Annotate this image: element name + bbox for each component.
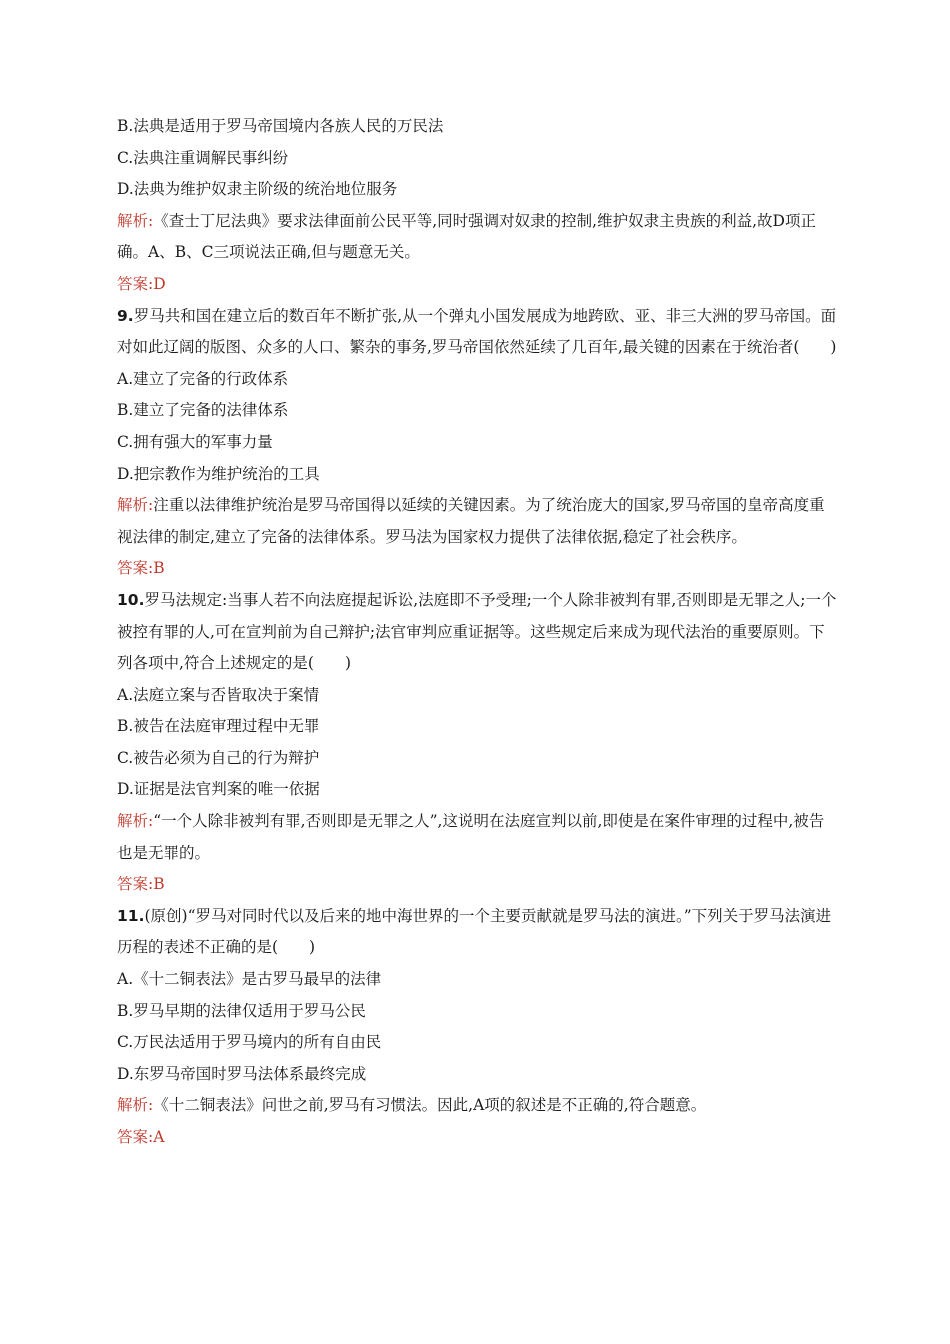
q11-number: 11.: [117, 906, 145, 925]
q11-stem: [117, 901, 837, 964]
q10-option-c: C.被告必须为自己的行为辩护: [117, 748, 320, 767]
q10-analysis-label: 解析:: [117, 812, 154, 831]
q11-option-d: D.东罗马帝国时罗马法体系最终完成: [117, 1064, 367, 1083]
q8-option-d: D.法典为维护奴隶主阶级的统治地位服务: [117, 180, 398, 199]
q9-option-d: D.把宗教作为维护统治的工具: [117, 464, 320, 483]
document-content: [117, 111, 837, 1154]
q11-analysis-label: 解析:: [117, 1096, 154, 1115]
q10-number: 10.: [117, 590, 145, 609]
q11-option-a: A.《十二铜表法》是古罗马最早的法律: [117, 970, 382, 989]
q8-answer-label: 答案:: [117, 274, 154, 293]
q10-answer-label: 答案:: [117, 875, 154, 894]
q9-answer-value: B: [153, 559, 165, 578]
q11-option-b: B.罗马早期的法律仅适用于罗马公民: [117, 1001, 366, 1020]
q10-answer: [117, 869, 837, 901]
q11-analysis: [117, 1090, 837, 1122]
q9-option-b: B.建立了完备的法律体系: [117, 401, 289, 420]
q11-stem-text: (原创)“罗马对同时代以及后来的地中海世界的一个主要贡献就是罗马法的演进。”下列关于罗马法演进历程的表述不正确的是( ): [117, 906, 832, 957]
q8-analysis: [117, 206, 837, 269]
q10-stem: [117, 585, 837, 680]
q8-answer-value: D: [153, 274, 166, 293]
q8-answer: [117, 269, 837, 301]
q9-analysis-label: 解析:: [117, 496, 154, 515]
q8-option-c: C.法典注重调解民事纠纷: [117, 148, 289, 167]
q8-analysis-text: 《查士丁尼法典》要求法律面前公民平等,同时强调对奴隶的控制,维护奴隶主贵族的利益,故D项正确。A、B、C三项说法正确,但与题意无关。: [117, 211, 816, 262]
q9-stem-text: 罗马共和国在建立后的数百年不断扩张,从一个弹丸小国发展成为地跨欧、亚、非三大洲的罗马帝国。面对如此辽阔的版图、众多的人口、繁杂的事务,罗马帝国依然延续了几百年,最关键的因素在于统治者( ): [117, 306, 837, 357]
q9-option-a: A.建立了完备的行政体系: [117, 369, 289, 388]
q8-option-b: B.法典是适用于罗马帝国境内各族人民的万民法: [117, 117, 444, 135]
q11-answer-label: 答案:: [117, 1128, 154, 1146]
q11-analysis-text: 《十二铜表法》问世之前,罗马有习惯法。因此,A项的叙述是不正确的,符合题意。: [153, 1096, 707, 1115]
q9-number: 9.: [117, 306, 134, 325]
q9-answer: [117, 553, 837, 585]
q10-option-a: A.法庭立案与否皆取决于案情: [117, 685, 320, 704]
q10-analysis-text: “一个人除非被判有罪,否则即是无罪之人”,这说明在法庭宣判以前,即使是在案件审理的过程中,被告也是无罪的。: [117, 812, 825, 862]
q10-option-b: B.被告在法庭审理过程中无罪: [117, 717, 320, 736]
q9-option-c: C.拥有强大的军事力量: [117, 432, 273, 451]
q9-stem: [117, 301, 837, 364]
q11-option-c: C.万民法适用于罗马境内的所有自由民: [117, 1033, 382, 1052]
q9-analysis: [117, 490, 837, 553]
q8-analysis-label: 解析:: [117, 211, 154, 230]
q10-analysis: [117, 806, 837, 869]
q10-option-d: D.证据是法官判案的唯一依据: [117, 780, 320, 799]
q11-answer: [117, 1122, 837, 1154]
q10-answer-value: B: [153, 875, 165, 894]
q9-analysis-text: 注重以法律维护统治是罗马帝国得以延续的关键因素。为了统治庞大的国家,罗马帝国的皇帝高度重视法律的制定,建立了完备的法律体系。罗马法为国家权力提供了法律依据,稳定了社会秩序。: [117, 496, 825, 546]
q11-answer-value: A: [153, 1128, 165, 1146]
q10-stem-text: 罗马法规定:当事人若不向法庭提起诉讼,法庭即不予受理;一个人除非被判有罪,否则即是无罪之人;一个被控有罪的人,可在宣判前为自己辩护;法官审判应重证据等。这些规定后来成为现代法治的重要原则。下列各项中,符合上述规定的是( ): [117, 590, 837, 673]
q9-answer-label: 答案:: [117, 559, 154, 578]
